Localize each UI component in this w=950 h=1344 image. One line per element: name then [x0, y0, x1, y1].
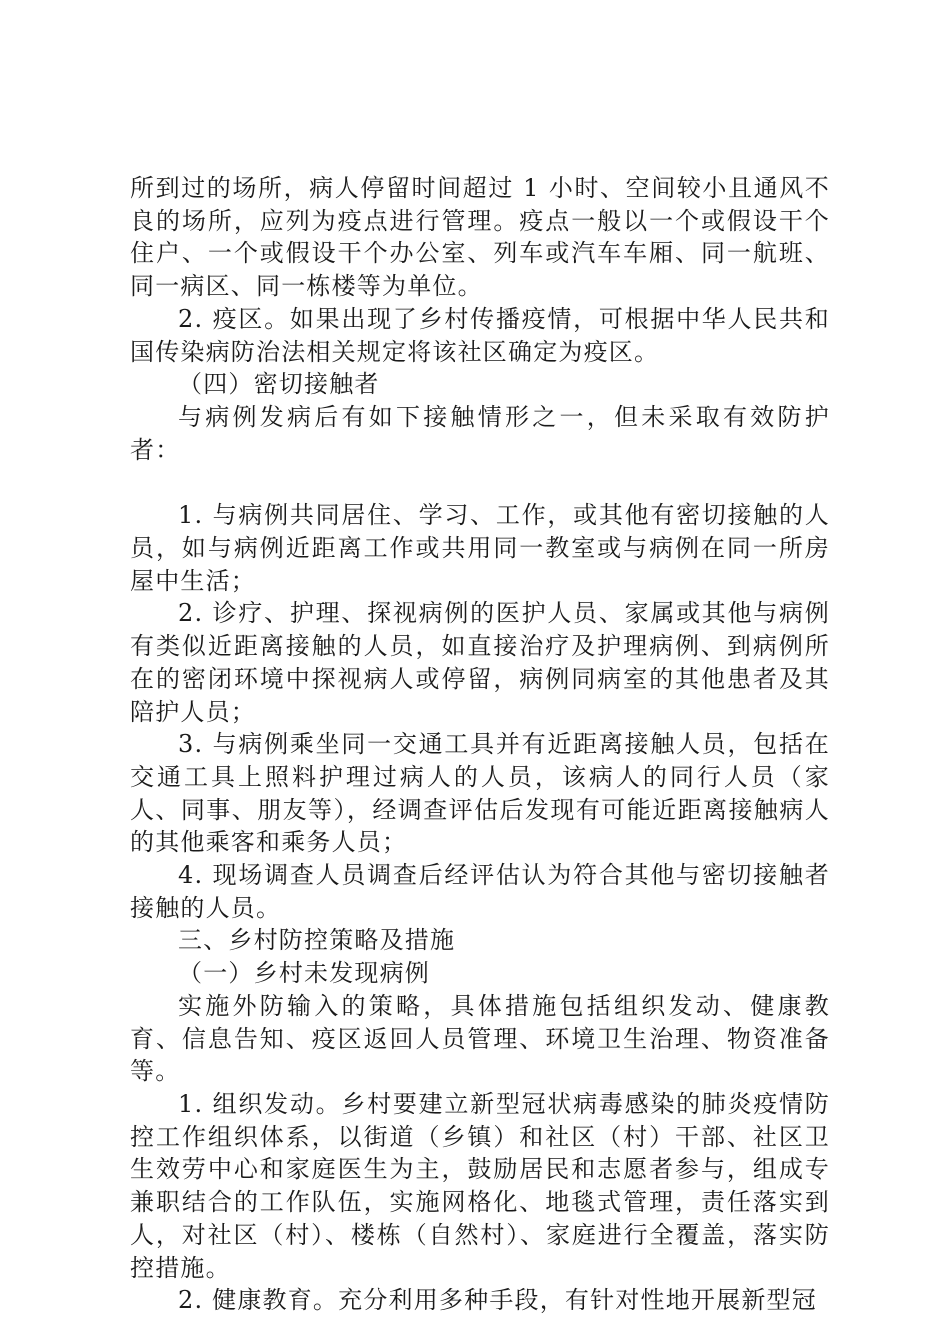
heading-close-contacts: （四）密切接触者	[178, 370, 380, 399]
paragraph-contact-item-2: 2. 诊疗、护理、探视病例的医护人员、家属或其他与病例有类似近距离接触的人员，如直接治疗及护理病例、到病例所在的密闭环境中探视病人或停留，病例同病室的其他患者及其陪护人员；	[130, 599, 830, 726]
paragraph-strategy: 实施外防输入的策略，具体措施包括组织发动、健康教育、信息告知、疫区返回人员管理、环境卫生治理、物资准备等。	[130, 991, 830, 1086]
blank-line	[130, 466, 830, 499]
paragraph-organization: 1. 组织发动。乡村要建立新型冠状病毒感染的肺炎疫情防控工作组织体系，以街道（乡镇）和社区（村）干部、社区卫生效劳中心和家庭医生为主，鼓励居民和志愿者参与，组成专兼职结合的工作队伍，实施网格化、地毯式管理，责任落实到人，对社区（村）、楼栋（自然村）、家庭进行全覆盖，落实防控措施。	[130, 1089, 830, 1282]
paragraph-epidemic-point-continued: 所到过的场所，病人停留时间超过 1 小时、空间较小且通风不良的场所，应列为疫点进行管理。疫点一般以一个或假设干个住户、一个或假设干个办公室、列车或汽车车厢、同一航班、同一病区、同一栋楼等为单位。	[130, 174, 830, 301]
paragraph-contact-item-1: 1. 与病例共同居住、学习、工作，或其他有密切接触的人员，如与病例近距离工作或共用同一教室或与病例在同一所房屋中生活；	[130, 501, 830, 595]
heading-no-cases: （一）乡村未发现病例	[178, 959, 430, 988]
paragraph-epidemic-area: 2. 疫区。如果出现了乡村传播疫情，可根据中华人民共和国传染病防治法相关规定将该社区确定为疫区。	[130, 304, 830, 366]
paragraph-health-education: 2. 健康教育。充分利用多种手段，有针对性地开展新型冠	[178, 1286, 817, 1315]
paragraph-contact-item-4: 4. 现场调查人员调查后经评估认为符合其他与密切接触者接触的人员。	[130, 861, 830, 922]
heading-section-three: 三、乡村防控策略及措施	[178, 926, 456, 955]
paragraph-contact-item-3: 3. 与病例乘坐同一交通工具并有近距离接触人员，包括在交通工具上照料护理过病人的人员，该病人的同行人员（家人、同事、朋友等），经调查评估后发现有可能近距离接触病人的其他乘客和乘务人员；	[130, 730, 830, 857]
paragraph-close-contacts-intro: 与病例发病后有如下接触情形之一，但未采取有效防护者：	[130, 402, 830, 464]
document-body	[130, 172, 830, 1317]
